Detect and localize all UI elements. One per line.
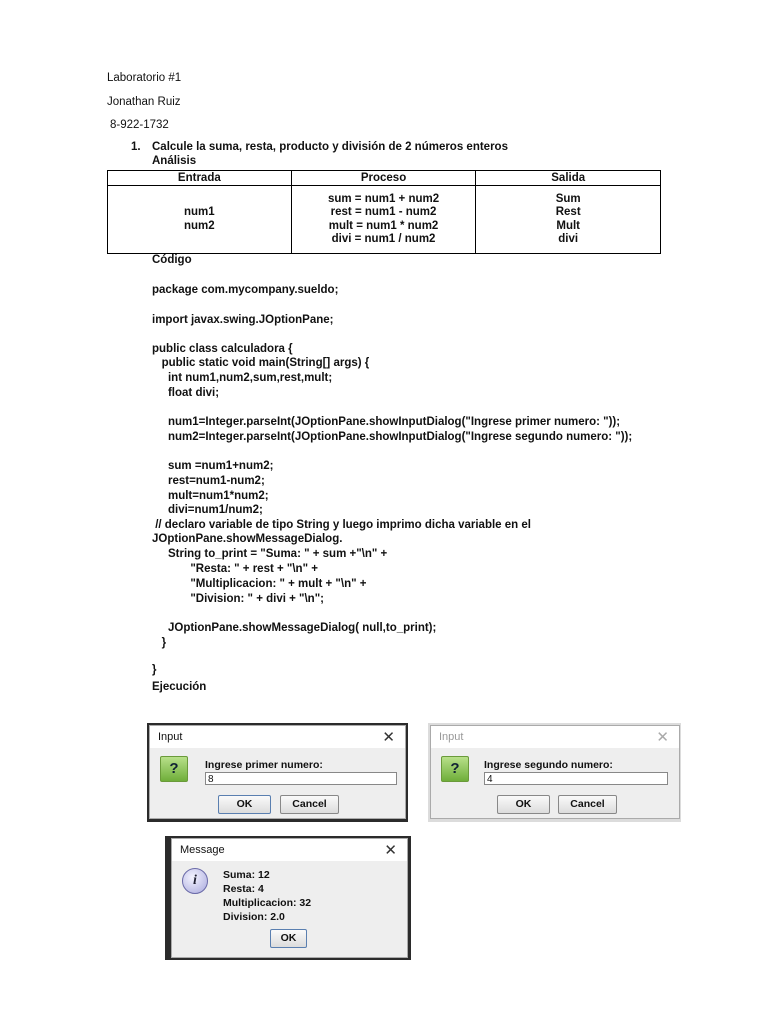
close-icon[interactable]: ✕: [656, 729, 669, 746]
salida-item: divi: [558, 233, 579, 245]
code-line: "Division: " + divi + "\n";: [152, 593, 324, 605]
code-line: }: [152, 664, 157, 676]
entrada-item: num1: [184, 206, 215, 218]
code-line: divi=num1/num2;: [152, 504, 263, 516]
code-line: rest=num1-num2;: [152, 475, 265, 487]
code-line: public static void main(String[] args) {: [152, 357, 370, 369]
number-input[interactable]: 4: [484, 772, 668, 785]
salida-item: Sum: [555, 192, 581, 205]
code-line: "Resta: " + rest + "\n" +: [152, 563, 318, 575]
message-line: Division: 2.0: [223, 911, 285, 923]
dialog2-screenshot: [428, 723, 681, 822]
problem-number: 1.: [131, 141, 141, 153]
dialog-titlebar: [172, 839, 407, 861]
analysis-heading: Análisis: [152, 155, 197, 167]
code-line: int num1,num2,sum,rest,mult;: [152, 372, 333, 384]
table-header-proceso: Proceso: [291, 171, 476, 186]
dialog-titlebar: [150, 726, 405, 748]
salida-item: Rest: [555, 206, 581, 218]
code-comment: // declaro variable de tipo String y luego imprimo dicha variable en el: [152, 519, 531, 531]
cancel-button[interactable]: Cancel: [280, 795, 339, 814]
analysis-table: [107, 170, 661, 254]
ok-button[interactable]: OK: [270, 929, 307, 948]
code-line: "Multiplicacion: " + mult + "\n" +: [152, 578, 367, 590]
cancel-button[interactable]: Cancel: [558, 795, 617, 814]
question-icon: ?: [441, 756, 469, 782]
code-line: mult=num1*num2;: [152, 490, 269, 502]
dialog-title: Input: [439, 731, 464, 743]
proceso-item: sum = num1 + num2: [327, 192, 440, 205]
code-line: float divi;: [152, 387, 220, 399]
close-icon[interactable]: ✕: [382, 729, 395, 746]
salida-item: Mult: [556, 219, 581, 232]
code-line: JOptionPane.showMessageDialog( null,to_print);: [152, 622, 437, 634]
lab-title: Laboratorio #1: [107, 72, 182, 84]
dialog-prompt: Ingrese segundo numero:: [484, 759, 613, 771]
message-dialog: [171, 838, 408, 958]
ok-button[interactable]: OK: [218, 795, 271, 814]
message-line: Resta: 4: [223, 883, 264, 895]
code-line: sum =num1+num2;: [152, 460, 274, 472]
author-name: Jonathan Ruiz: [107, 96, 181, 108]
proceso-item: mult = num1 * num2: [328, 219, 439, 232]
table-header-salida: Salida: [476, 171, 661, 186]
ok-button[interactable]: OK: [497, 795, 550, 814]
proceso-item: rest = num1 - num2: [330, 206, 437, 218]
problem-statement: Calcule la suma, resta, producto y división de 2 números enteros: [152, 141, 508, 153]
question-icon: ?: [160, 756, 188, 782]
code-line: num2=Integer.parseInt(JOptionPane.showInputDialog("Ingrese segundo numero: "));: [152, 431, 633, 443]
code-line: import javax.swing.JOptionPane;: [152, 314, 334, 326]
info-icon: i: [182, 868, 208, 894]
dialog1-screenshot: [147, 723, 408, 822]
message-line: Multiplicacion: 32: [223, 897, 312, 909]
dialog-title: Input: [158, 731, 183, 743]
dialog-prompt: Ingrese primer numero:: [205, 759, 323, 771]
code-line: package com.mycompany.sueldo;: [152, 284, 339, 296]
execution-heading: Ejecución: [152, 681, 207, 693]
table-header-entrada: Entrada: [108, 171, 292, 186]
code-line: String to_print = "Suma: " + sum +"\n" +: [152, 548, 388, 560]
entrada-cell: [108, 186, 292, 254]
salida-cell: [476, 186, 661, 254]
message-line: Suma: 12: [223, 869, 270, 881]
input-dialog-1: [149, 725, 406, 819]
author-id: 8-922-1732: [110, 119, 169, 131]
input-dialog-2: [430, 725, 680, 819]
code-comment: JOptionPane.showMessageDialog.: [152, 533, 343, 545]
proceso-cell: [291, 186, 476, 254]
number-input[interactable]: 8: [205, 772, 397, 785]
dialog-title: Message: [180, 844, 225, 856]
code-line: public class calculadora {: [152, 343, 293, 355]
code-line: }: [152, 637, 167, 649]
code-line: num1=Integer.parseInt(JOptionPane.showInputDialog("Ingrese primer numero: "));: [152, 416, 621, 428]
dialog3-screenshot: [165, 836, 411, 960]
dialog-titlebar: [431, 726, 679, 748]
code-heading: Código: [152, 254, 192, 266]
entrada-item: num2: [184, 219, 215, 232]
close-icon[interactable]: ✕: [384, 842, 397, 859]
proceso-item: divi = num1 / num2: [331, 233, 436, 245]
